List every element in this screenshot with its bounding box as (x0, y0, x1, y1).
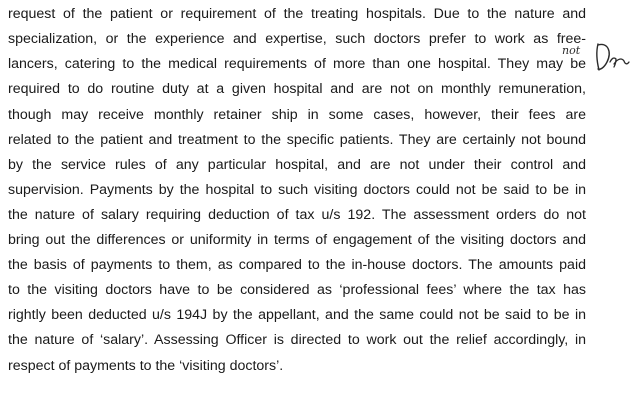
text-line: lancers, catering to the medical requirements of more than one hospital. They may be (8, 56, 586, 72)
text-line: rightly been deducted u/s 194J by the appellant, and the same could not be said to be in (8, 307, 586, 323)
text-line: the basis of payments to them, as compared to the in-house doctors. The amounts paid (8, 257, 586, 273)
text-line: the nature of ‘salary’. Assessing Officer is directed to work out the relief accordingly, in (8, 332, 586, 348)
text-line: the nature of salary requiring deduction of tax u/s 192. The assessment orders do not (8, 207, 586, 223)
text-line: supervision. Payments by the hospital to such visiting doctors could not be said to be in (8, 182, 586, 198)
text-line: related to the patient and treatment to the specific patients. They are certainly not bound (8, 132, 586, 148)
text-line: bring out the differences or uniformity in terms of engagement of the visiting doctors and (8, 232, 586, 248)
handwritten-insertion: not (562, 44, 581, 57)
handwritten-initials (592, 40, 630, 74)
text-line: to the visiting doctors have to be considered as ‘professional fees’ where the tax has (8, 282, 586, 298)
text-line: though may receive monthly retainer ship in some cases, however, their fees are (8, 107, 586, 123)
text-line: required to do routine duty at a given hospital and are not on monthly remuneration, (8, 81, 586, 97)
text-line: request of the patient or requirement of the treating hospitals. Due to the nature and (8, 6, 586, 22)
text-line: specialization, or the experience and expertise, such doctors prefer to work as free- (8, 31, 586, 47)
text-line: by the service rules of any particular hospital, and are not under their control and (8, 157, 586, 173)
text-line: respect of payments to the ‘visiting doctors’. (8, 358, 284, 374)
